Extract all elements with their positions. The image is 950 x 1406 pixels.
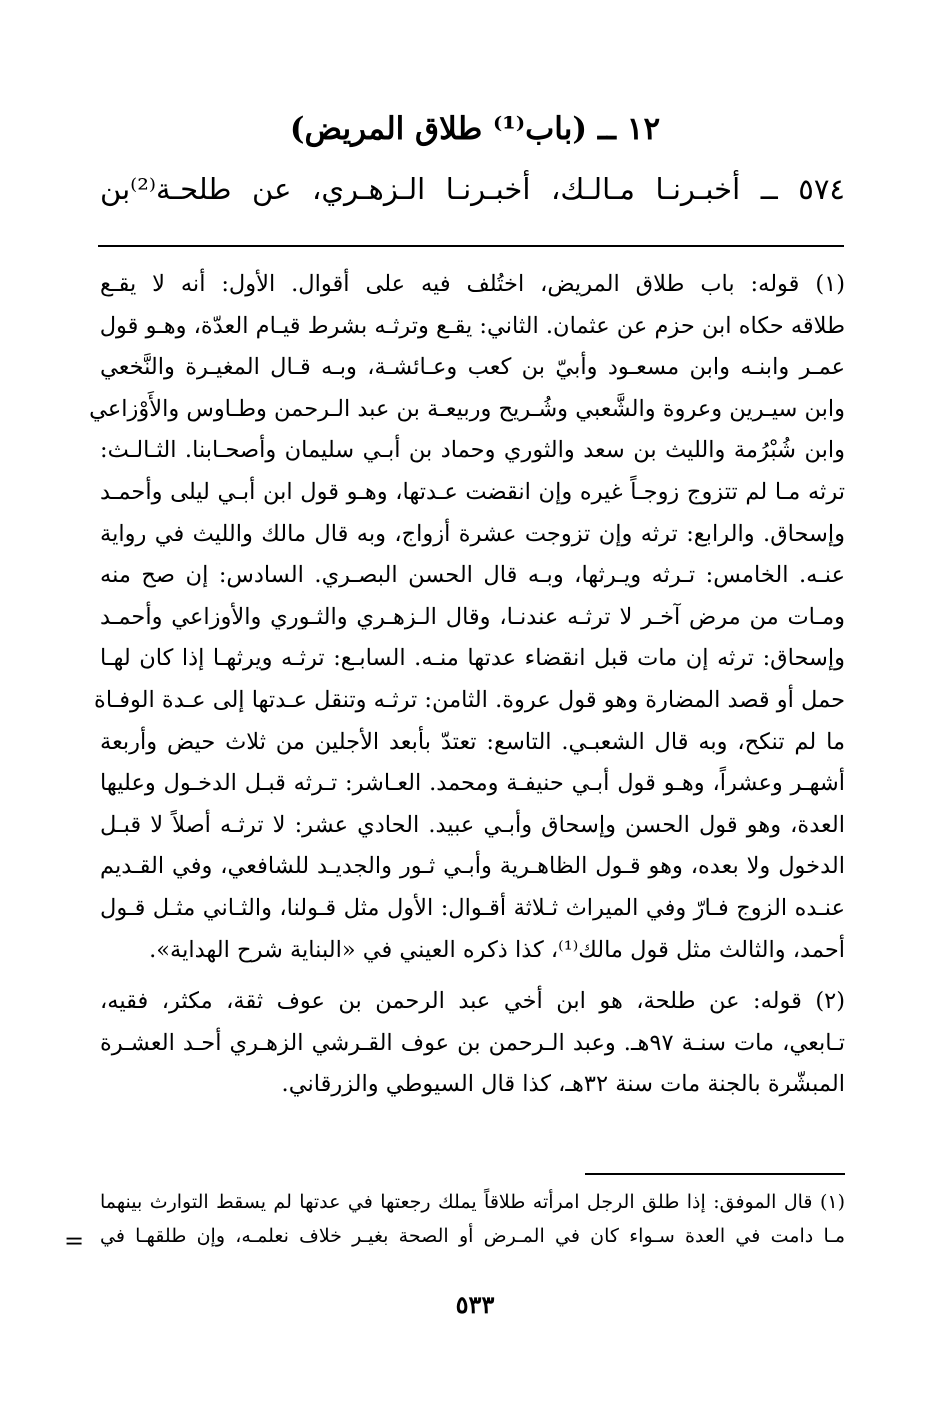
commentary-line: (٢) قوله: عن طلحة، هو ابن أخي عبد الرحمن بن عوف ثقة، مكثر، فقيه،: [100, 988, 846, 1015]
commentary-line: الدخول ولا بعده، وهو قـول الظاهـرية وأبـي ثـور والجديـد للشافعي، وفي القـديم: [100, 853, 845, 880]
footnote-line: (١) قال الموفق: إذا طلق الرجل امرأته طلاقاً يملك رجعتها في عدتها لم يسقط التوارث بينهما: [100, 1191, 845, 1213]
footnote-line: مـا دامت في العدة سـواء كان في المـرض أو الصحة بغيـر خلاف نعلمـه، وإن طلقهـا في: [100, 1225, 845, 1247]
commentary-line: (١) قوله: باب طلاق المريض، اختُلف فيه على أقوال. الأول: أنه لا يقـع: [100, 271, 845, 297]
note-gap: [100, 971, 845, 981]
commentary-line: عنـده الزوج فـارّ وفي الميراث ثـلاثة أقـوال: الأول مثل قـولنا، والثـاني مثـل قـول: [100, 894, 845, 921]
hadith-text: ٥٧٤ ــ أخبـرنـا مـالـك، أخبـرنـا الـزهـري، عن طلحـة⁽²⁾بن: [100, 172, 845, 206]
commentary-note-2: [100, 981, 845, 1106]
commentary-line: أحمد، والثالث مثل قول مالك⁽¹⁾، كذا ذكره العيني في «البناية شرح الهداية».: [149, 936, 845, 963]
commentary-line: ومـات من مرض آخـر لا ترثـه عندنـا، وقال الـزهـري والثـوري والأوزاعي وأحمـد: [100, 603, 845, 630]
commentary-line: حمل أو قصد المضارة وهو قول عروة. الثامن: ترثـه وتنقل عـدتها إلى عـدة الوفـاة: [94, 686, 845, 713]
footnote-divider: [585, 1173, 845, 1175]
commentary-section: [89, 264, 846, 1106]
commentary-line: المبشّرة بالجنة مات سنة ٣٢هـ، كذا قال السيوطي والزرقاني.: [281, 1071, 845, 1098]
commentary-line: وإسحاق: ترثه إن مات قبل انقضاء عدتها منـه. السابـع: ترثـه ويرثهـا إذا كان لهـا: [100, 645, 845, 672]
commentary-divider: [98, 245, 844, 247]
commentary-line: وابن شُبْرُمة والليث بن سعد والثوري وحماد بن أبـي سليمان وأصحـابنا. الثـالـث:: [100, 437, 845, 464]
commentary-line: ترثه مـا لم تتزوج زوجـاً غيره وإن انقضت عـدتها، وهـو قول ابن أبـي ليلى وأحمـد: [100, 478, 845, 505]
commentary-line: أشهـر وعشراً، وهـو قول أبـي حنيفـة ومحمد. العـاشر: تـرثه قبـل الدخـول وعليها: [100, 770, 845, 797]
page-number: ٥٣٣: [455, 1290, 495, 1319]
commentary-line: عنـه. الخامس: تـرثه ويـرثها، وبـه قال الحسن البصـري. السادس: إن صح منه: [100, 562, 845, 589]
footnotes-section: [100, 1185, 845, 1253]
commentary-line: تـابعي، مات سنـة ٩٧هـ. وعبد الـرحمن بن عوف القـرشي الزهـري أحـد العشـرة: [100, 1029, 845, 1056]
continuation-mark: =: [64, 1227, 85, 1255]
commentary-line: عمـر وابنـه وابن مسعـود وأبيّ بن كعب وعـائشـة، وبـه قـال المغيـرة والنَّخعي: [100, 354, 845, 381]
commentary-line: طلاقه حكاه ابن حزم عن عثمان. الثاني: يقـع وترثـه بشرط قيـام العدّة، وهـو قول: [99, 312, 845, 339]
commentary-line: وابن سيـرين وعروة والشَّعبي وشُـريح وربيعـة بن عبد الـرحمن وطـاوس والأَوْزاعي: [89, 395, 845, 422]
commentary-note-1: [89, 264, 845, 971]
commentary-line: العدة، وهو قول الحسن وإسحاق وأبـي عبيد. الحادي عشر: لا ترثـه أصلاً لا قبـل: [100, 811, 845, 838]
commentary-line: وإسحاق. والرابع: ترثه وإن تزوجت عشرة أزواج، وبه قال مالك والليث في رواية: [100, 520, 845, 547]
chapter-title: ١٢ ــ (باب⁽¹⁾ طلاق المريض): [289, 111, 661, 147]
commentary-line: ما لم تنكح، وبه قال الشعبـي. التاسع: تعتدّ بأبعد الأجلين من ثلاث حيض وأربعة: [100, 728, 845, 755]
